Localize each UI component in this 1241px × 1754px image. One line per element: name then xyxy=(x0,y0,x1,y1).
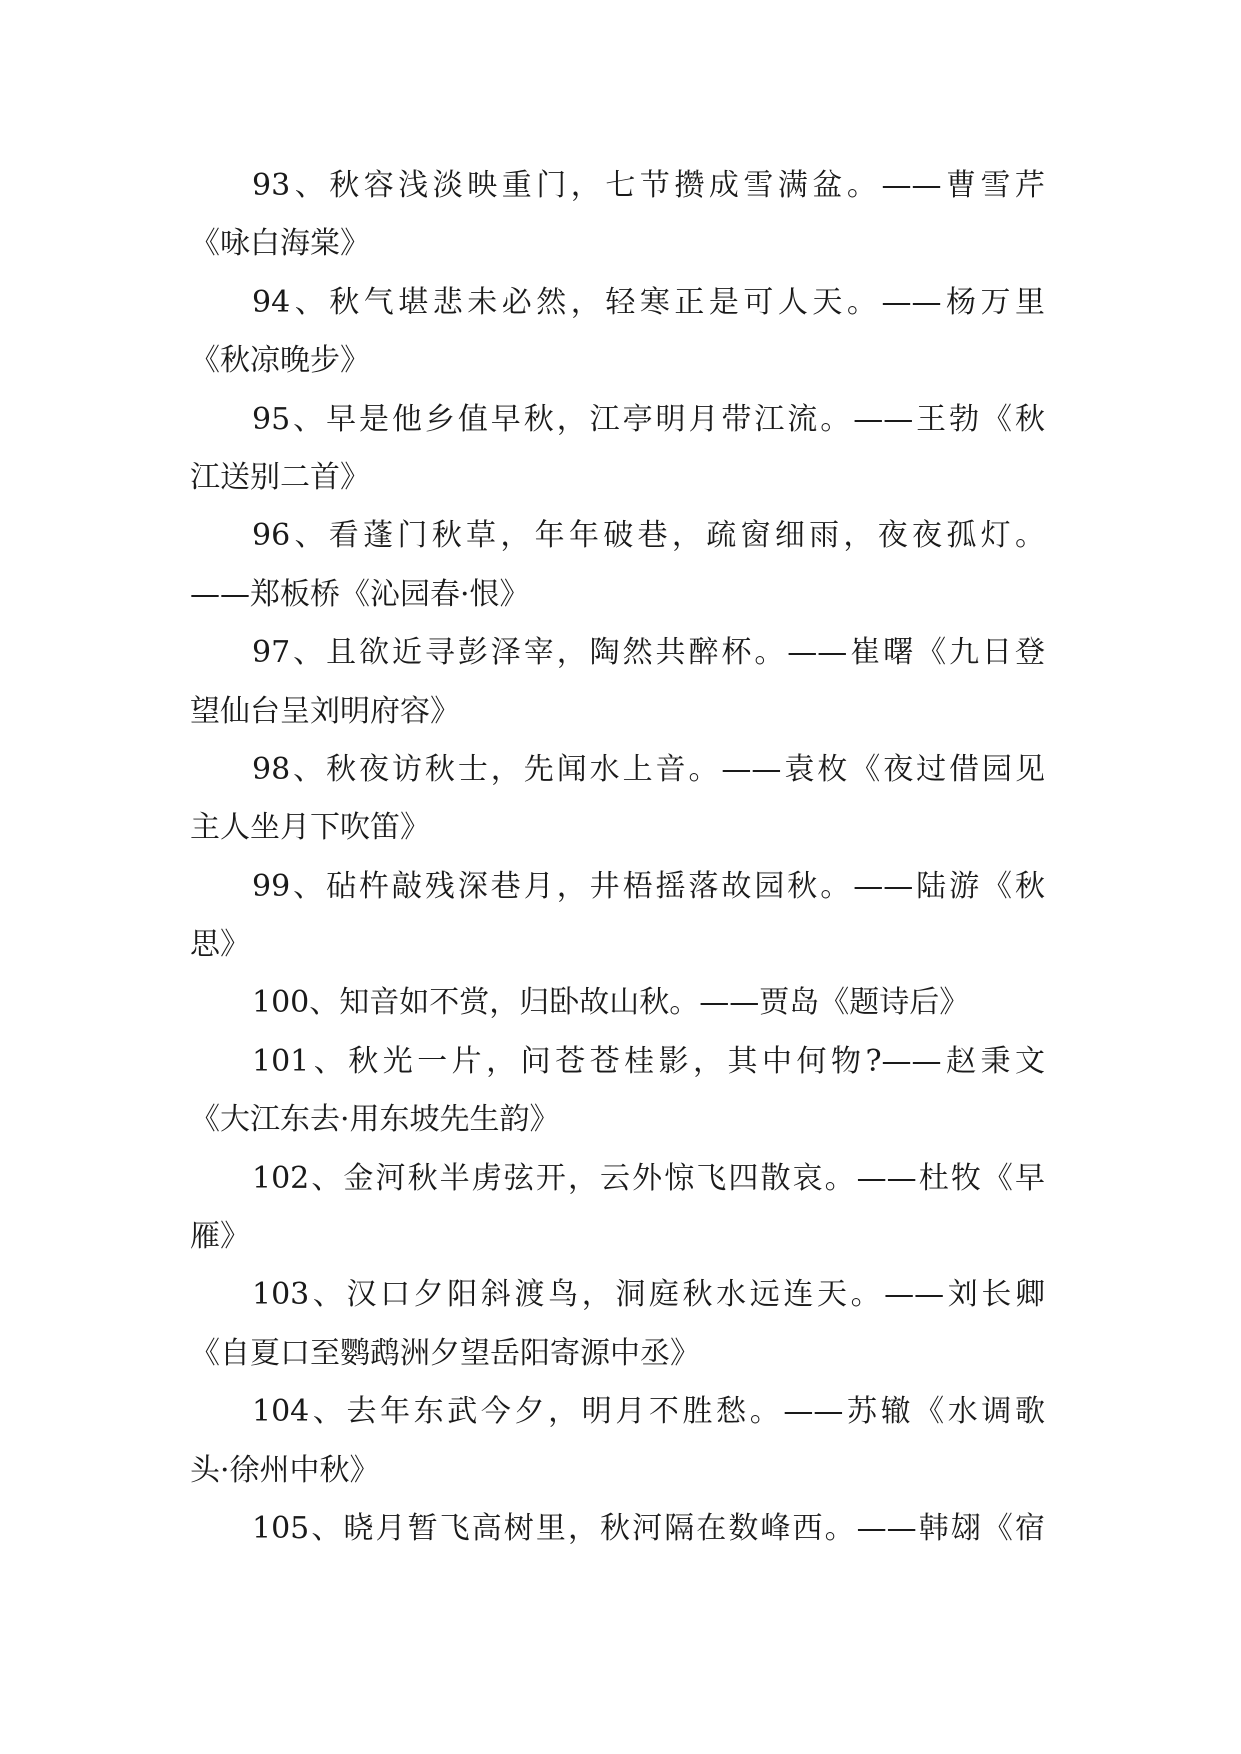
text-line: 104、去年东武今夕，明月不胜愁。——苏辙《水调歌 xyxy=(252,1394,1045,1430)
text-line: 100、知音如不赏，归卧故山秋。——贾岛《题诗后》 xyxy=(252,985,970,1021)
text-line: 头·徐州中秋》 xyxy=(190,1452,380,1488)
text-line: 雁》 xyxy=(190,1219,250,1255)
text-line: 101、秋光一片，问苍苍桂影，其中何物?——赵秉文 xyxy=(252,1043,1045,1079)
text-line: 《大江东去·用东坡先生韵》 xyxy=(190,1102,560,1138)
text-line: 《秋凉晚步》 xyxy=(190,343,370,379)
text-line: 思》 xyxy=(190,927,250,963)
text-line: 102、金河秋半虏弦开，云外惊飞四散哀。——杜牧《早 xyxy=(252,1160,1045,1196)
text-line: 望仙台呈刘明府容》 xyxy=(190,693,460,729)
text-line: 103、汉口夕阳斜渡鸟，洞庭秋水远连天。——刘长卿 xyxy=(252,1277,1045,1313)
text-line: 105、晓月暂飞高树里，秋河隔在数峰西。——韩翃《宿 xyxy=(252,1510,1045,1546)
text-line: 95、早是他乡值早秋，江亭明月带江流。——王勃《秋 xyxy=(252,401,1045,437)
text-line: 主人坐月下吹笛》 xyxy=(190,810,430,846)
text-line: 《自夏口至鹦鹉洲夕望岳阳寄源中丞》 xyxy=(190,1335,700,1371)
text-line: 96、看蓬门秋草，年年破巷，疏窗细雨，夜夜孤灯。 xyxy=(252,518,1045,554)
text-line: 99、砧杵敲残深巷月，井梧摇落故园秋。——陆游《秋 xyxy=(252,868,1045,904)
text-line: ——郑板桥《沁园春·恨》 xyxy=(190,576,530,612)
text-line: 93、秋容浅淡映重门，七节攒成雪满盆。——曹雪芹 xyxy=(252,168,1045,203)
poem-list xyxy=(190,157,1045,1558)
text-line: 94、秋气堪悲未必然，轻寒正是可人天。——杨万里 xyxy=(252,284,1045,320)
text-line: 98、秋夜访秋士，先闻水上音。——袁枚《夜过借园见 xyxy=(252,751,1045,787)
text-line: 江送别二首》 xyxy=(190,459,370,495)
text-line: 《咏白海棠》 xyxy=(190,226,370,262)
text-line: 97、且欲近寻彭泽宰，陶然共醉杯。——崔曙《九日登 xyxy=(252,635,1045,671)
